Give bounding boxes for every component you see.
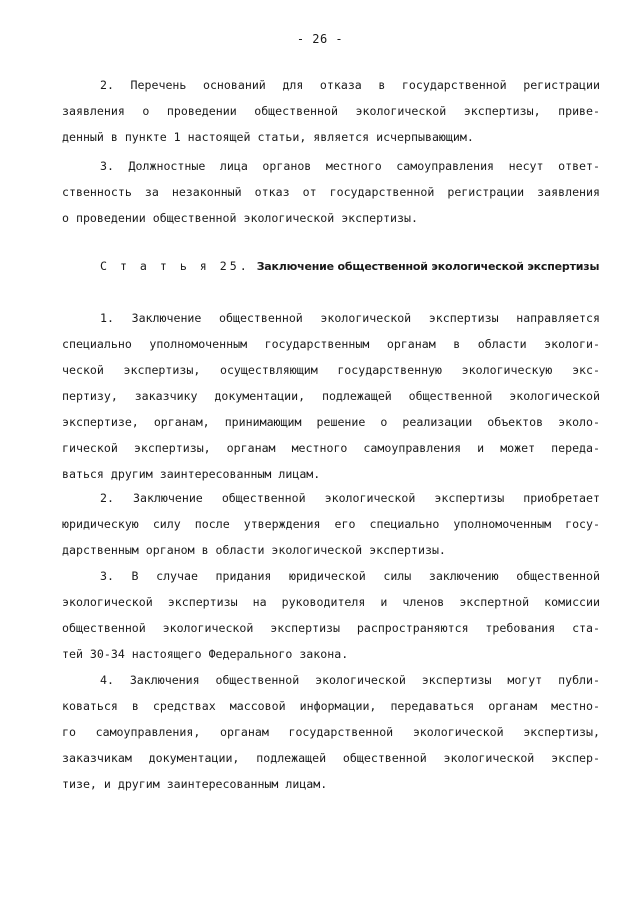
article-heading <box>100 256 600 277</box>
paragraph-line: ваться другим заинтересованным лицам. <box>62 467 321 481</box>
paragraph-line: ческой экспертизы, осуществляющим государственную экологическую экс- <box>62 363 600 377</box>
paragraph-line: 3. В случае придания юридической силы заключению общественной <box>100 569 600 583</box>
paragraph-line: гической экспертизы, органам местного самоуправления и может переда- <box>62 441 600 455</box>
paragraph-line: экологической экспертизы на руководителя и членов экспертной комиссии <box>62 595 600 609</box>
paragraph-line: 2. Заключение общественной экологической экспертизы приобретает <box>100 491 600 505</box>
paragraph-line: заявления о проведении общественной экологической экспертизы, приве- <box>62 104 600 118</box>
paragraph-line: коваться в средствах массовой информации, передаваться органам местно- <box>62 699 600 713</box>
paragraph-line: 2. Перечень оснований для отказа в государственной регистрации <box>100 78 600 92</box>
article-paragraph-4 <box>62 667 600 797</box>
paragraph-line: 3. Должностные лица органов местного самоуправления несут ответ- <box>100 159 600 173</box>
paragraph-2 <box>62 72 600 150</box>
paragraph-line: экспертизе, органам, принимающим решение о реализации объектов эколо- <box>62 415 600 429</box>
article-paragraph-3 <box>62 563 600 667</box>
paragraph-line: 4. Заключения общественной экологической экспертизы могут публи- <box>100 673 600 687</box>
paragraph-line: юридическую силу после утверждения его специально уполномоченным госу- <box>62 517 600 531</box>
article-paragraph-1 <box>62 305 600 487</box>
paragraph-3 <box>62 153 600 231</box>
paragraph-line: специально уполномоченным государственным органам в области экологи- <box>62 337 600 351</box>
paragraph-line: го самоуправления, органам государственной экологической экспертизы, <box>62 725 600 739</box>
article-label: С т а т ь я 25. <box>100 259 250 273</box>
article-title: Заключение общественной экологической экспертизы <box>256 260 600 273</box>
page-number: - 26 - <box>296 32 344 46</box>
paragraph-line: тизе, и другим заинтересованным лицам. <box>62 777 328 791</box>
paragraph-line: общественной экологической экспертизы распространяются требования ста- <box>62 621 600 635</box>
article-paragraph-2 <box>62 485 600 563</box>
paragraph-line: 1. Заключение общественной экологической экспертизы направляется <box>100 311 600 325</box>
paragraph-line: заказчикам документации, подлежащей общественной экологической экспер- <box>62 751 600 765</box>
paragraph-line: ственность за незаконный отказ от государственной регистрации заявления <box>62 185 600 199</box>
paragraph-line: тей 30-34 настоящего Федерального закона. <box>62 647 349 661</box>
paragraph-line: пертизу, заказчику документации, подлежащей общественной экологической <box>62 389 600 403</box>
paragraph-line: дарственным органом в области экологической экспертизы. <box>62 543 446 557</box>
paragraph-line: о проведении общественной экологической экспертизы. <box>62 211 418 225</box>
paragraph-line: денный в пункте 1 настоящей статьи, является исчерпывающим. <box>62 130 474 144</box>
